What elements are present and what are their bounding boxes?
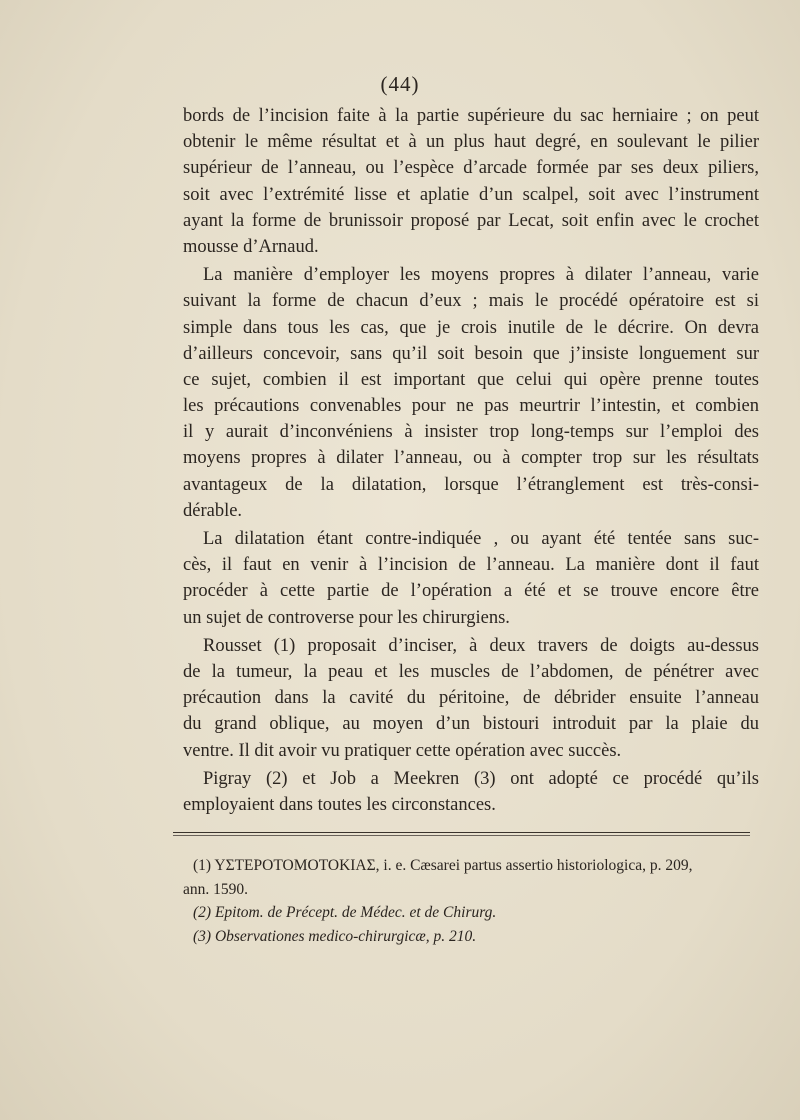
paragraph-2 bbox=[183, 262, 759, 524]
footnote-separator bbox=[173, 832, 750, 833]
text-line: dérable. bbox=[183, 500, 243, 521]
text-line: mousse d’Arnaud. bbox=[183, 236, 319, 257]
text-line: cès, il faut en venir à l’incision de l’anneau. La manière dont il faut bbox=[183, 555, 759, 576]
text-line: ce sujet, combien il est important que celui qui opère prenne toutes bbox=[183, 369, 759, 390]
text-line: ventre. Il dit avoir vu pratiquer cette opération avec succès. bbox=[183, 740, 622, 761]
text-line: employaient dans toutes les circonstances. bbox=[183, 794, 496, 815]
footnote-separator-thin bbox=[173, 835, 750, 836]
text-line: simple dans tous les cas, que je crois inutile de le décrire. On devra bbox=[183, 317, 759, 338]
text-line: il y aurait d’inconvéniens à insister trop long-temps sur l’emploi des bbox=[183, 422, 759, 443]
text-line: de la tumeur, la peau et les muscles de l’abdomen, de pénétrer avec bbox=[183, 661, 759, 682]
text-line: supérieur de l’anneau, ou l’espèce d’arcade formée par ses deux piliers, bbox=[183, 158, 759, 179]
text-line: ayant la forme de brunissoir proposé par Lecat, soit enfin avec le crochet bbox=[183, 210, 759, 231]
text-line: un sujet de controverse pour les chirurgiens. bbox=[183, 607, 510, 628]
text-line: avantageux de la dilatation, lorsque l’étranglement est très-consi- bbox=[183, 474, 759, 495]
footnotes bbox=[183, 854, 763, 948]
page-number: (44) bbox=[380, 72, 420, 96]
paragraph-4 bbox=[183, 633, 759, 764]
text-line: Pigray (2) et Job a Meekren (3) ont adopté ce procédé qu’ils bbox=[203, 768, 759, 789]
text-line: obtenir le même résultat et à un plus haut degré, en soulevant le pilier bbox=[183, 132, 759, 153]
text-line: La dilatation étant contre-indiquée , ou ayant été tentée sans suc- bbox=[203, 529, 759, 549]
paragraph-3 bbox=[183, 526, 759, 631]
paragraph-5 bbox=[183, 766, 759, 818]
text-line: bords de l’incision faite à la partie supérieure du sac herniaire ; on peut bbox=[183, 106, 759, 126]
footnote-2: (2) Epitom. de Précept. de Médec. et de Chirurg. bbox=[193, 904, 497, 921]
text-line: soit avec l’extrémité lisse et aplatie d’un scalpel, soit avec l’instrument bbox=[183, 184, 759, 205]
text-line: les précautions convenables pour ne pas meurtrir l’intestin, et combien bbox=[183, 396, 759, 417]
footnote-1: (1) ΥΣΤΕΡΟΤΟΜΟΤΟΚΙΑΣ, i. e. Cæsarei partus assertio historiologica, p. 209, bbox=[193, 857, 693, 874]
text-line: La manière d’employer les moyens propres à dilater l’anneau, varie bbox=[203, 265, 759, 286]
text-line: du grand oblique, au moyen d’un bistouri introduit par la plaie du bbox=[183, 714, 759, 735]
text-line: Rousset (1) proposait d’inciser, à deux travers de doigts au-dessus bbox=[203, 635, 759, 656]
text-line: précaution dans la cavité du péritoine, de débrider ensuite l’anneau bbox=[183, 688, 759, 709]
footnote-1-continued: ann. 1590. bbox=[183, 880, 249, 898]
text-line: procéder à cette partie de l’opération a été et se trouve encore être bbox=[183, 581, 759, 602]
text-line: suivant la forme de chacun d’eux ; mais le procédé opératoire est si bbox=[183, 291, 759, 312]
body-text bbox=[183, 103, 759, 818]
text-line: moyens propres à dilater l’anneau, ou à compter trop sur les résultats bbox=[183, 448, 759, 469]
footnote-3: (3) Observationes medico-chirurgicæ, p. 210. bbox=[193, 927, 477, 945]
paragraph-1 bbox=[183, 103, 759, 260]
text-line: d’ailleurs concevoir, sans qu’il soit besoin que j’insiste longuement sur bbox=[183, 343, 759, 364]
